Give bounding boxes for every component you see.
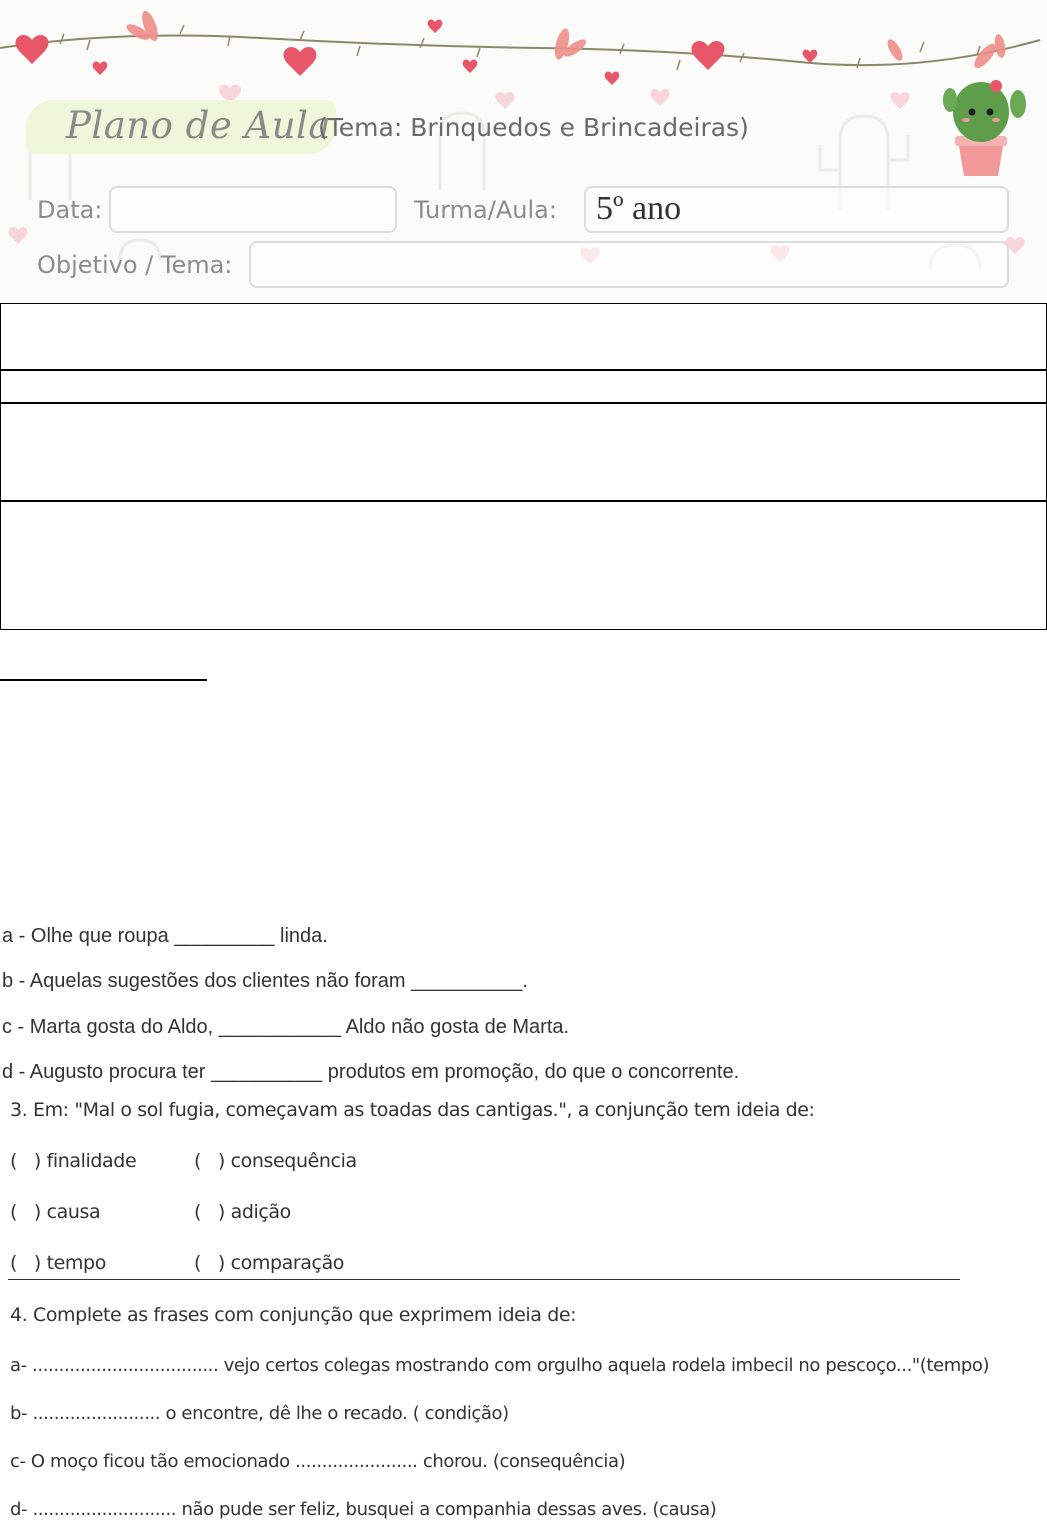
divider — [8, 1279, 960, 1280]
objective-label: Objetivo / Tema: — [37, 251, 233, 279]
page-theme: (Tema: Brinquedos e Brincadeiras) — [318, 113, 749, 142]
page-title: Plano de Aula — [66, 104, 331, 147]
option-item[interactable]: ( ) finalidade — [10, 1150, 137, 1172]
table-row — [0, 369, 1047, 404]
underline-rule — [0, 679, 207, 681]
date-label: Data: — [37, 196, 103, 224]
exercise-item: c - Marta gosta do Aldo, ___________ Aldo não gosta de Marta. — [2, 1016, 570, 1038]
exercise-item: d - Augusto procura ter __________ produtos em promoção, do que o concorrente. — [2, 1061, 740, 1083]
exercise-item: b- ........................ o encontre, dê lhe o recado. ( condição) — [10, 1403, 509, 1424]
table-row — [0, 500, 1047, 630]
exercise-item: a - Olhe que roupa _________ linda. — [2, 925, 328, 947]
exercise-item: b - Aquelas sugestões dos clientes não foram __________. — [2, 970, 528, 992]
option-item[interactable]: ( ) tempo — [10, 1252, 106, 1274]
exercise-item: c- O moço ficou tão emocionado ....................... chorou. (consequência) — [10, 1451, 626, 1472]
cactus-icon — [943, 80, 1026, 176]
objective-field[interactable] — [249, 241, 1009, 288]
question-3-prompt: 3. Em: "Mal o sol fugia, começavam as toadas das cantigas.", a conjunção tem ideia de: — [10, 1099, 815, 1121]
table-row — [0, 402, 1047, 502]
exercise-item: a- ................................... vejo certos colegas mostrando com orgulho aquela rodela imbecil no pescoço..."(tempo) — [10, 1355, 990, 1376]
option-item[interactable]: ( ) causa — [10, 1201, 101, 1223]
class-label: Turma/Aula: — [414, 196, 557, 224]
date-field[interactable] — [109, 186, 397, 233]
option-item[interactable]: ( ) comparação — [194, 1252, 345, 1274]
class-value: 5º ano — [596, 190, 682, 227]
option-item[interactable]: ( ) consequência — [194, 1150, 357, 1172]
option-item[interactable]: ( ) adição — [194, 1201, 291, 1223]
question-4-prompt: 4. Complete as frases com conjunção que exprimem ideia de: — [10, 1304, 577, 1326]
table-row — [0, 303, 1047, 371]
lesson-plan-header — [0, 0, 1047, 300]
exercise-item: d- ........................... não pude ser feliz, busquei a companhia dessas aves. (causa) — [10, 1499, 717, 1520]
